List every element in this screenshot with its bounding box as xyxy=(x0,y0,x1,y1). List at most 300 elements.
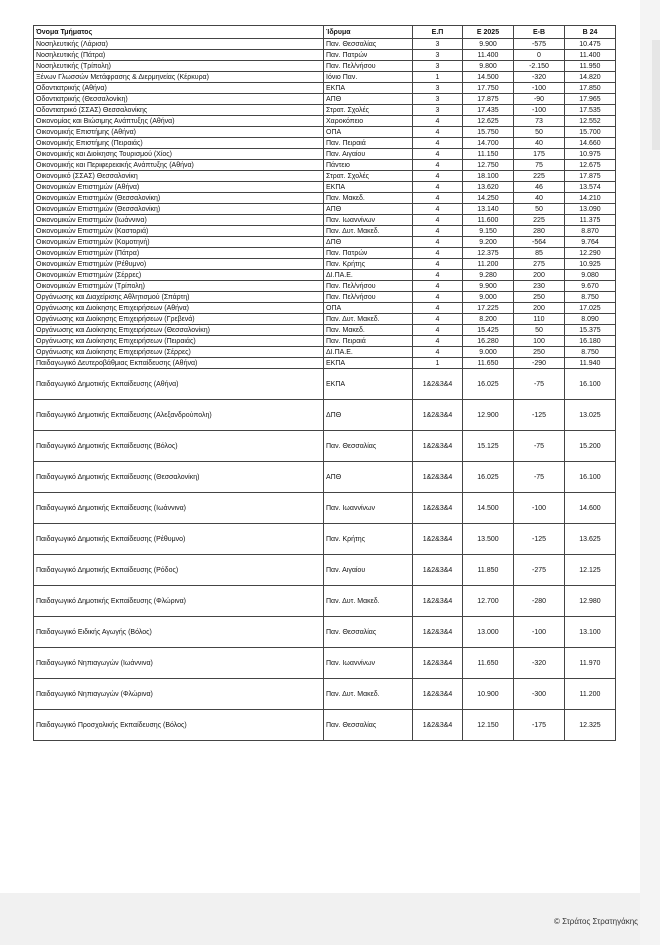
cell-diff: -100 xyxy=(514,493,565,524)
cell-ep: 1&2&3&4 xyxy=(413,617,463,648)
cell-e2025: 9.150 xyxy=(463,226,514,237)
cell-diff: -564 xyxy=(514,237,565,248)
cell-institution: Παν. Πελ/νήσου xyxy=(324,281,413,292)
cell-department: Οργάνωσης και Διοίκησης Επιχειρήσεων (Πειραιάς) xyxy=(34,336,324,347)
copyright-notice: © Στράτος Στρατηγάκης xyxy=(553,917,638,926)
cell-department: Οικονομικής και Περιφερειακής Ανάπτυξης (Αθήνα) xyxy=(34,160,324,171)
table-row xyxy=(34,710,616,741)
cell-institution: Παν. Δυτ. Μακεδ. xyxy=(324,314,413,325)
cell-e2025: 10.900 xyxy=(463,679,514,710)
cell-institution: Παν. Κρήτης xyxy=(324,524,413,555)
header-b24: Β 24 xyxy=(565,26,616,39)
cell-diff: -175 xyxy=(514,710,565,741)
footer xyxy=(0,893,640,945)
cell-ep: 4 xyxy=(413,336,463,347)
table-row xyxy=(34,524,616,555)
cell-diff: 250 xyxy=(514,292,565,303)
table-row xyxy=(34,303,616,314)
cell-diff: 40 xyxy=(514,138,565,149)
cell-e2025: 11.650 xyxy=(463,358,514,369)
cell-institution: Παν. Μακεδ. xyxy=(324,325,413,336)
cell-b24: 15.700 xyxy=(565,127,616,138)
cell-b24: 9.670 xyxy=(565,281,616,292)
cell-institution: Παν. Μακεδ. xyxy=(324,193,413,204)
cell-diff: -90 xyxy=(514,94,565,105)
cell-ep: 1&2&3&4 xyxy=(413,493,463,524)
cell-department: Παιδαγωγικό Νηπιαγωγών (Ιωάννινα) xyxy=(34,648,324,679)
cell-institution: Παν. Θεσσαλίας xyxy=(324,39,413,50)
cell-diff: 50 xyxy=(514,204,565,215)
cell-department: Νοσηλευτικής (Τρίπολη) xyxy=(34,61,324,72)
cell-ep: 1&2&3&4 xyxy=(413,555,463,586)
cell-b24: 14.210 xyxy=(565,193,616,204)
cell-ep: 3 xyxy=(413,105,463,116)
cell-e2025: 14.700 xyxy=(463,138,514,149)
cell-b24: 14.660 xyxy=(565,138,616,149)
cell-institution: ΕΚΠΑ xyxy=(324,369,413,400)
cell-e2025: 11.400 xyxy=(463,50,514,61)
cell-institution: Χαροκόπειο xyxy=(324,116,413,127)
table-row xyxy=(34,358,616,369)
cell-e2025: 16.025 xyxy=(463,369,514,400)
cell-b24: 13.025 xyxy=(565,400,616,431)
cell-ep: 4 xyxy=(413,314,463,325)
cell-ep: 1&2&3&4 xyxy=(413,679,463,710)
cell-e2025: 9.000 xyxy=(463,292,514,303)
cell-e2025: 8.200 xyxy=(463,314,514,325)
cell-diff: 40 xyxy=(514,193,565,204)
cell-diff: -75 xyxy=(514,462,565,493)
cell-ep: 1&2&3&4 xyxy=(413,431,463,462)
cell-institution: ΑΠΘ xyxy=(324,462,413,493)
cell-b24: 8.750 xyxy=(565,347,616,358)
cell-e2025: 13.140 xyxy=(463,204,514,215)
cell-diff: 225 xyxy=(514,171,565,182)
cell-diff: 85 xyxy=(514,248,565,259)
cell-diff: 50 xyxy=(514,127,565,138)
cell-diff: -300 xyxy=(514,679,565,710)
cell-institution: Παν. Πελ/νήσου xyxy=(324,292,413,303)
table-row xyxy=(34,617,616,648)
cell-ep: 4 xyxy=(413,226,463,237)
cell-e2025: 11.200 xyxy=(463,259,514,270)
table-row xyxy=(34,270,616,281)
cell-ep: 1&2&3&4 xyxy=(413,710,463,741)
table-row xyxy=(34,400,616,431)
cell-diff: 275 xyxy=(514,259,565,270)
cell-ep: 4 xyxy=(413,215,463,226)
cell-diff: 200 xyxy=(514,303,565,314)
cell-institution: Παν. Πελ/νήσου xyxy=(324,61,413,72)
table-row xyxy=(34,160,616,171)
cell-e2025: 17.435 xyxy=(463,105,514,116)
cell-department: Παιδαγωγικό Δημοτικής Εκπαίδευσης (Ρέθυμνο) xyxy=(34,524,324,555)
cell-e2025: 12.150 xyxy=(463,710,514,741)
table-row xyxy=(34,555,616,586)
cell-e2025: 11.600 xyxy=(463,215,514,226)
cell-b24: 17.850 xyxy=(565,83,616,94)
cell-e2025: 9.200 xyxy=(463,237,514,248)
table-row xyxy=(34,215,616,226)
cell-b24: 17.965 xyxy=(565,94,616,105)
cell-institution: Παν. Δυτ. Μακεδ. xyxy=(324,226,413,237)
cell-b24: 17.535 xyxy=(565,105,616,116)
cell-ep: 4 xyxy=(413,193,463,204)
cell-department: Οργάνωσης και Διοίκησης Επιχειρήσεων (Γρεβενά) xyxy=(34,314,324,325)
cell-diff: 73 xyxy=(514,116,565,127)
cell-b24: 14.820 xyxy=(565,72,616,83)
cell-ep: 3 xyxy=(413,83,463,94)
cell-department: Νοσηλευτικής (Λάρισα) xyxy=(34,39,324,50)
cell-institution: ΔΙ.ΠΑ.Ε. xyxy=(324,347,413,358)
table-row xyxy=(34,493,616,524)
cell-diff: 46 xyxy=(514,182,565,193)
cell-e2025: 9.900 xyxy=(463,39,514,50)
cell-institution: ΟΠΑ xyxy=(324,127,413,138)
cell-ep: 3 xyxy=(413,39,463,50)
table-row xyxy=(34,182,616,193)
table-row xyxy=(34,462,616,493)
cell-department: Οικονομικών Επιστημών (Ρέθυμνο) xyxy=(34,259,324,270)
cell-e2025: 12.700 xyxy=(463,586,514,617)
cell-diff: 110 xyxy=(514,314,565,325)
cell-institution: ΕΚΠΑ xyxy=(324,358,413,369)
cell-department: Οικονομικών Επιστημών (Κομοτηνή) xyxy=(34,237,324,248)
cell-department: Παιδαγωγικό Προσχολικής Εκπαίδευσης (Βόλος) xyxy=(34,710,324,741)
cell-ep: 4 xyxy=(413,204,463,215)
cell-ep: 1 xyxy=(413,72,463,83)
cell-e2025: 15.425 xyxy=(463,325,514,336)
cell-department: Οικονομίας και Βιώσιμης Ανάπτυξης (Αθήνα) xyxy=(34,116,324,127)
table-body xyxy=(34,39,616,741)
cell-e2025: 16.280 xyxy=(463,336,514,347)
cell-e2025: 17.225 xyxy=(463,303,514,314)
cell-b24: 16.100 xyxy=(565,369,616,400)
cell-department: Οργάνωσης και Διαχείρισης Αθλητισμού (Σπάρτη) xyxy=(34,292,324,303)
cell-b24: 17.875 xyxy=(565,171,616,182)
scores-table xyxy=(33,25,616,741)
cell-department: Οδοντιατρικό (ΣΣΑΣ) Θεσσαλονίκης xyxy=(34,105,324,116)
cell-b24: 11.200 xyxy=(565,679,616,710)
table-row xyxy=(34,72,616,83)
cell-diff: 75 xyxy=(514,160,565,171)
cell-b24: 10.925 xyxy=(565,259,616,270)
cell-ep: 1&2&3&4 xyxy=(413,524,463,555)
cell-e2025: 12.375 xyxy=(463,248,514,259)
table-row xyxy=(34,204,616,215)
cell-ep: 4 xyxy=(413,171,463,182)
cell-ep: 4 xyxy=(413,116,463,127)
cell-b24: 9.764 xyxy=(565,237,616,248)
table-row xyxy=(34,369,616,400)
cell-ep: 4 xyxy=(413,347,463,358)
cell-department: Οργάνωσης και Διοίκησης Επιχειρήσεων (Σέρρες) xyxy=(34,347,324,358)
cell-institution: Παν. Ιωαννίνων xyxy=(324,648,413,679)
cell-department: Οργάνωσης και Διοίκησης Επιχειρήσεων (Αθήνα) xyxy=(34,303,324,314)
cell-diff: -2.150 xyxy=(514,61,565,72)
cell-institution: Παν. Ιωαννίνων xyxy=(324,215,413,226)
cell-department: Οικονομικών Επιστημών (Ιωάννινα) xyxy=(34,215,324,226)
cell-b24: 11.375 xyxy=(565,215,616,226)
cell-ep: 4 xyxy=(413,259,463,270)
scrollbar[interactable] xyxy=(652,40,660,150)
cell-diff: 200 xyxy=(514,270,565,281)
cell-b24: 12.125 xyxy=(565,555,616,586)
header-department: Όνομα Τμήματος xyxy=(34,26,324,39)
cell-department: Οδοντιατρικής (Αθήνα) xyxy=(34,83,324,94)
cell-institution: ΑΠΘ xyxy=(324,204,413,215)
table-row xyxy=(34,50,616,61)
cell-e2025: 12.900 xyxy=(463,400,514,431)
cell-institution: ΔΠΘ xyxy=(324,237,413,248)
cell-department: Οικονομικών Επιστημών (Σέρρες) xyxy=(34,270,324,281)
cell-b24: 14.600 xyxy=(565,493,616,524)
cell-e2025: 15.125 xyxy=(463,431,514,462)
cell-e2025: 11.150 xyxy=(463,149,514,160)
cell-department: Παιδαγωγικό Νηπιαγωγών (Φλώρινα) xyxy=(34,679,324,710)
table-row xyxy=(34,648,616,679)
header-e2025: Ε 2025 xyxy=(463,26,514,39)
cell-diff: -125 xyxy=(514,524,565,555)
cell-institution: Παν. Δυτ. Μακεδ. xyxy=(324,586,413,617)
cell-diff: -320 xyxy=(514,72,565,83)
cell-institution: Παν. Αιγαίου xyxy=(324,555,413,586)
cell-ep: 4 xyxy=(413,149,463,160)
cell-b24: 8.090 xyxy=(565,314,616,325)
cell-institution: Στρατ. Σχολές xyxy=(324,171,413,182)
cell-ep: 1&2&3&4 xyxy=(413,400,463,431)
cell-e2025: 14.500 xyxy=(463,72,514,83)
cell-department: Παιδαγωγικό Δημοτικής Εκπαίδευσης (Θεσσαλονίκη) xyxy=(34,462,324,493)
cell-diff: 100 xyxy=(514,336,565,347)
cell-diff: 50 xyxy=(514,325,565,336)
cell-diff: -125 xyxy=(514,400,565,431)
cell-department: Οικονομικών Επιστημών (Θεσσαλονίκη) xyxy=(34,204,324,215)
cell-department: Παιδαγωγικό Δημοτικής Εκπαίδευσης (Ιωάννινα) xyxy=(34,493,324,524)
table-row xyxy=(34,237,616,248)
table-row xyxy=(34,314,616,325)
cell-e2025: 15.750 xyxy=(463,127,514,138)
cell-diff: -320 xyxy=(514,648,565,679)
cell-institution: Παν. Ιωαννίνων xyxy=(324,493,413,524)
table-row xyxy=(34,347,616,358)
cell-diff: -280 xyxy=(514,586,565,617)
cell-department: Οδοντιατρικής (Θεσσαλονίκη) xyxy=(34,94,324,105)
cell-b24: 12.675 xyxy=(565,160,616,171)
cell-institution: Παν. Κρήτης xyxy=(324,259,413,270)
cell-b24: 10.975 xyxy=(565,149,616,160)
cell-diff: 175 xyxy=(514,149,565,160)
cell-e2025: 13.620 xyxy=(463,182,514,193)
cell-diff: -290 xyxy=(514,358,565,369)
cell-department: Παιδαγωγικό Δημοτικής Εκπαίδευσης (Ρόδος) xyxy=(34,555,324,586)
cell-institution: Παν. Θεσσαλίας xyxy=(324,617,413,648)
cell-diff: -100 xyxy=(514,83,565,94)
cell-ep: 3 xyxy=(413,61,463,72)
cell-diff: -275 xyxy=(514,555,565,586)
table-row xyxy=(34,292,616,303)
table-row xyxy=(34,248,616,259)
cell-institution: ΕΚΠΑ xyxy=(324,182,413,193)
cell-b24: 16.100 xyxy=(565,462,616,493)
table-row xyxy=(34,127,616,138)
cell-diff: -75 xyxy=(514,369,565,400)
table-row xyxy=(34,149,616,160)
cell-diff: 280 xyxy=(514,226,565,237)
cell-e2025: 11.650 xyxy=(463,648,514,679)
cell-department: Οικονομικών Επιστημών (Τρίπολη) xyxy=(34,281,324,292)
table-row xyxy=(34,586,616,617)
cell-institution: Παν. Αιγαίου xyxy=(324,149,413,160)
cell-e2025: 9.800 xyxy=(463,61,514,72)
cell-e2025: 12.625 xyxy=(463,116,514,127)
cell-department: Ξένων Γλωσσών Μετάφρασης & Διερμηνείας (Κέρκυρα) xyxy=(34,72,324,83)
cell-ep: 4 xyxy=(413,127,463,138)
cell-b24: 15.375 xyxy=(565,325,616,336)
cell-diff: 0 xyxy=(514,50,565,61)
cell-ep: 3 xyxy=(413,50,463,61)
cell-institution: Παν. Πειραιά xyxy=(324,336,413,347)
cell-b24: 15.200 xyxy=(565,431,616,462)
cell-e2025: 12.750 xyxy=(463,160,514,171)
cell-department: Παιδαγωγικό Ειδικής Αγωγής (Βόλος) xyxy=(34,617,324,648)
cell-ep: 1 xyxy=(413,358,463,369)
cell-department: Οικονομικών Επιστημών (Καστοριά) xyxy=(34,226,324,237)
cell-institution: ΑΠΘ xyxy=(324,94,413,105)
cell-ep: 4 xyxy=(413,281,463,292)
cell-e2025: 13.000 xyxy=(463,617,514,648)
cell-department: Παιδαγωγικό Δημοτικής Εκπαίδευσης (Βόλος) xyxy=(34,431,324,462)
cell-institution: Παν. Δυτ. Μακεδ. xyxy=(324,679,413,710)
table-row xyxy=(34,325,616,336)
cell-ep: 4 xyxy=(413,292,463,303)
table-header-row xyxy=(34,26,616,39)
cell-e2025: 9.280 xyxy=(463,270,514,281)
cell-e2025: 17.750 xyxy=(463,83,514,94)
cell-institution: Παν. Πειραιά xyxy=(324,138,413,149)
table-row xyxy=(34,226,616,237)
cell-ep: 1&2&3&4 xyxy=(413,462,463,493)
cell-ep: 4 xyxy=(413,237,463,248)
table-row xyxy=(34,679,616,710)
cell-department: Οικονομικής Επιστήμης (Αθήνα) xyxy=(34,127,324,138)
table-row xyxy=(34,193,616,204)
cell-department: Νοσηλευτικής (Πάτρα) xyxy=(34,50,324,61)
cell-department: Παιδαγωγικό Δημοτικής Εκπαίδευσης (Φλώρινα) xyxy=(34,586,324,617)
cell-ep: 1&2&3&4 xyxy=(413,586,463,617)
cell-e2025: 13.500 xyxy=(463,524,514,555)
cell-diff: -575 xyxy=(514,39,565,50)
cell-b24: 12.552 xyxy=(565,116,616,127)
cell-institution: Ιόνιο Παν. xyxy=(324,72,413,83)
cell-diff: -75 xyxy=(514,431,565,462)
cell-department: Οικονομικών Επιστημών (Θεσσαλονίκη) xyxy=(34,193,324,204)
cell-ep: 4 xyxy=(413,182,463,193)
cell-institution: ΔΠΘ xyxy=(324,400,413,431)
header-institution: Ίδρυμα xyxy=(324,26,413,39)
cell-ep: 1&2&3&4 xyxy=(413,369,463,400)
cell-institution: ΔΙ.ΠΑ.Ε. xyxy=(324,270,413,281)
cell-e2025: 17.875 xyxy=(463,94,514,105)
cell-ep: 4 xyxy=(413,270,463,281)
cell-institution: ΟΠΑ xyxy=(324,303,413,314)
cell-institution: Παν. Θεσσαλίας xyxy=(324,431,413,462)
cell-institution: Παν. Πατρών xyxy=(324,50,413,61)
cell-e2025: 11.850 xyxy=(463,555,514,586)
cell-ep: 4 xyxy=(413,138,463,149)
cell-diff: -100 xyxy=(514,617,565,648)
table-row xyxy=(34,61,616,72)
table-row xyxy=(34,171,616,182)
table-row xyxy=(34,138,616,149)
table-row xyxy=(34,116,616,127)
cell-b24: 10.475 xyxy=(565,39,616,50)
cell-department: Οικονομικών Επιστημών (Αθήνα) xyxy=(34,182,324,193)
cell-b24: 11.970 xyxy=(565,648,616,679)
table-row xyxy=(34,431,616,462)
cell-department: Οικονομικών Επιστημών (Πάτρα) xyxy=(34,248,324,259)
cell-department: Οικονομικής και Διοίκησης Τουρισμού (Χίος) xyxy=(34,149,324,160)
cell-e2025: 14.500 xyxy=(463,493,514,524)
cell-b24: 13.574 xyxy=(565,182,616,193)
cell-ep: 4 xyxy=(413,248,463,259)
cell-b24: 8.870 xyxy=(565,226,616,237)
cell-institution: Πάντειο xyxy=(324,160,413,171)
cell-b24: 11.950 xyxy=(565,61,616,72)
cell-institution: Παν. Θεσσαλίας xyxy=(324,710,413,741)
cell-b24: 12.980 xyxy=(565,586,616,617)
header-diff: Ε-Β xyxy=(514,26,565,39)
cell-ep: 4 xyxy=(413,303,463,314)
cell-ep: 3 xyxy=(413,94,463,105)
table-row xyxy=(34,281,616,292)
cell-b24: 13.100 xyxy=(565,617,616,648)
table-row xyxy=(34,94,616,105)
cell-diff: 230 xyxy=(514,281,565,292)
cell-institution: Παν. Πατρών xyxy=(324,248,413,259)
cell-e2025: 18.100 xyxy=(463,171,514,182)
cell-b24: 11.400 xyxy=(565,50,616,61)
cell-e2025: 14.250 xyxy=(463,193,514,204)
cell-diff: 250 xyxy=(514,347,565,358)
cell-department: Παιδαγωγικό Δευτεροβάθμιας Εκπαίδευσης (Αθήνα) xyxy=(34,358,324,369)
table-row xyxy=(34,39,616,50)
table-row xyxy=(34,336,616,347)
table-row xyxy=(34,83,616,94)
cell-e2025: 9.900 xyxy=(463,281,514,292)
cell-department: Οργάνωσης και Διοίκησης Επιχειρήσεων (Θεσσαλονίκη) xyxy=(34,325,324,336)
cell-department: Παιδαγωγικό Δημοτικής Εκπαίδευσης (Αλεξανδρούπολη) xyxy=(34,400,324,431)
cell-b24: 9.080 xyxy=(565,270,616,281)
cell-b24: 17.025 xyxy=(565,303,616,314)
cell-ep: 4 xyxy=(413,160,463,171)
cell-e2025: 16.025 xyxy=(463,462,514,493)
header-ep: Ε.Π xyxy=(413,26,463,39)
table-row xyxy=(34,105,616,116)
cell-b24: 12.325 xyxy=(565,710,616,741)
cell-b24: 11.940 xyxy=(565,358,616,369)
cell-diff: -100 xyxy=(514,105,565,116)
cell-ep: 4 xyxy=(413,325,463,336)
cell-b24: 12.290 xyxy=(565,248,616,259)
cell-b24: 8.750 xyxy=(565,292,616,303)
cell-institution: Στρατ. Σχολές xyxy=(324,105,413,116)
cell-diff: 225 xyxy=(514,215,565,226)
cell-b24: 13.090 xyxy=(565,204,616,215)
table-row xyxy=(34,259,616,270)
cell-b24: 13.625 xyxy=(565,524,616,555)
cell-b24: 16.180 xyxy=(565,336,616,347)
